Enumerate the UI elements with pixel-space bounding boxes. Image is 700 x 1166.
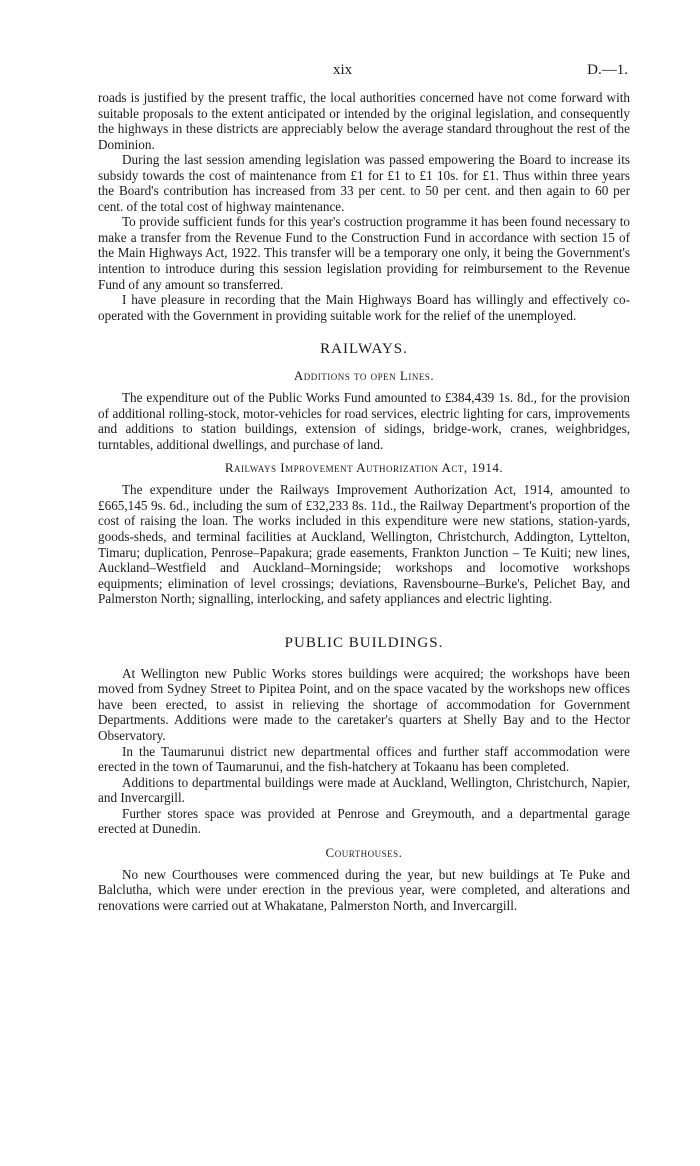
paragraph: The expenditure under the Railways Improvement Authorization Act, 1914, amounted to £665,145 9s. 6d., including the sum of £32,233 8s. 11d., the Railway Department's proportion of the cost of raising the loan. The works included in this expenditure were new stations, station-yards, goods-sheds, and terminal facilities at Auckland, Wellington, Christchurch, Addington, Lyttelton, Timaru; duplication, Penrose–Papakura; grade easements, Frankton Junction – Te Kuiti; new lines, Auckland–Westfield and Auckland–Morningside; workshops and locomotive workshops equipments; elimination of level crossings; deviations, Ravensbourne–Burke's, Pelichet Bay, and Palmerston North; signalling, interlocking, and safety appliances and electric lighting. [98, 482, 630, 607]
document-reference: D.—1. [587, 62, 628, 78]
paragraph: To provide sufficient funds for this year's costruction programme it has been found necessary to make a transfer from the Revenue Fund to the Construction Fund in accordance with section 15 of the Main Highways Act, 1922. This transfer will be a temporary one only, it being the Government's intention to introduce during this session legislation providing for reimbursement to the Revenue Fund of any amount so transferred. [98, 214, 630, 292]
subheading-additions: Additions to open Lines. [293, 368, 435, 384]
page-number: xix [333, 62, 353, 78]
subheading-courthouses: Courthouses. [325, 844, 403, 860]
paragraph: Further stores space was provided at Penrose and Greymouth, and a departmental garage erected at Dunedin. [98, 805, 630, 837]
page-header [98, 62, 630, 90]
paragraph: No new Courthouses were commenced during the year, but new buildings at Te Puke and Balclutha, which were under erection in the previous year, were completed, and alterations and renovations were carried out at Whakatane, Palmerston North, and Invercargill. [98, 866, 630, 913]
paragraph: At Wellington new Public Works stores buildings were acquired; the workshops have been moved from Sydney Street to Pipitea Point, and on the space vacated by the workshops new offices have been erected, to assist in relieving the shortage of accommodation for Government Departments. Additions were made to the caretaker's quarters at Shelly Bay and to the Hector Observatory. [98, 665, 630, 743]
document-page [98, 62, 630, 913]
paragraph: The expenditure out of the Public Works Fund amounted to £384,439 1s. 8d., for the provision of additional rolling-stock, motor-vehicles for road services, electric lighting for cars, improvements and additions to station buildings, extension of sidings, bridge-work, cranes, weighbridges, turntables, additional dwellings, and purchase of land. [98, 390, 630, 452]
section-heading-public-buildings: PUBLIC BUILDINGS. [284, 634, 444, 651]
paragraph: In the Taumarunui district new departmental offices and further staff accommodation were erected in the town of Taumarunui, and the fish-hatchery at Tokaanu has been completed. [98, 743, 630, 775]
section-heading-railways: RAILWAYS. [320, 341, 408, 358]
paragraph: During the last session amending legislation was passed empowering the Board to increase its subsidy towards the cost of maintenance from £1 for £1 to £1 10s. for £1. Thus within three years the Board's contribution has increased from 33 per cent. to 50 per cent. and then again to 60 per cent. of the total cost of highway maintenance. [98, 152, 630, 214]
subheading-improvement-act: Railways Improvement Authorization Act, 1914. [224, 460, 504, 476]
paragraph: roads is justified by the present traffic, the local authorities concerned have not come forward with suitable proposals to the extent anticipated or intended by the original legislation, and consequently the highways in these districts are appreciably below the average standard throughout the rest of the Dominion. [98, 90, 630, 152]
paragraph: I have pleasure in recording that the Main Highways Board has willingly and effectively co-operated with the Government in providing suitable work for the relief of the unemployed. [98, 292, 630, 323]
paragraph: Additions to departmental buildings were made at Auckland, Wellington, Christchurch, Napier, and Invercargill. [98, 774, 630, 806]
